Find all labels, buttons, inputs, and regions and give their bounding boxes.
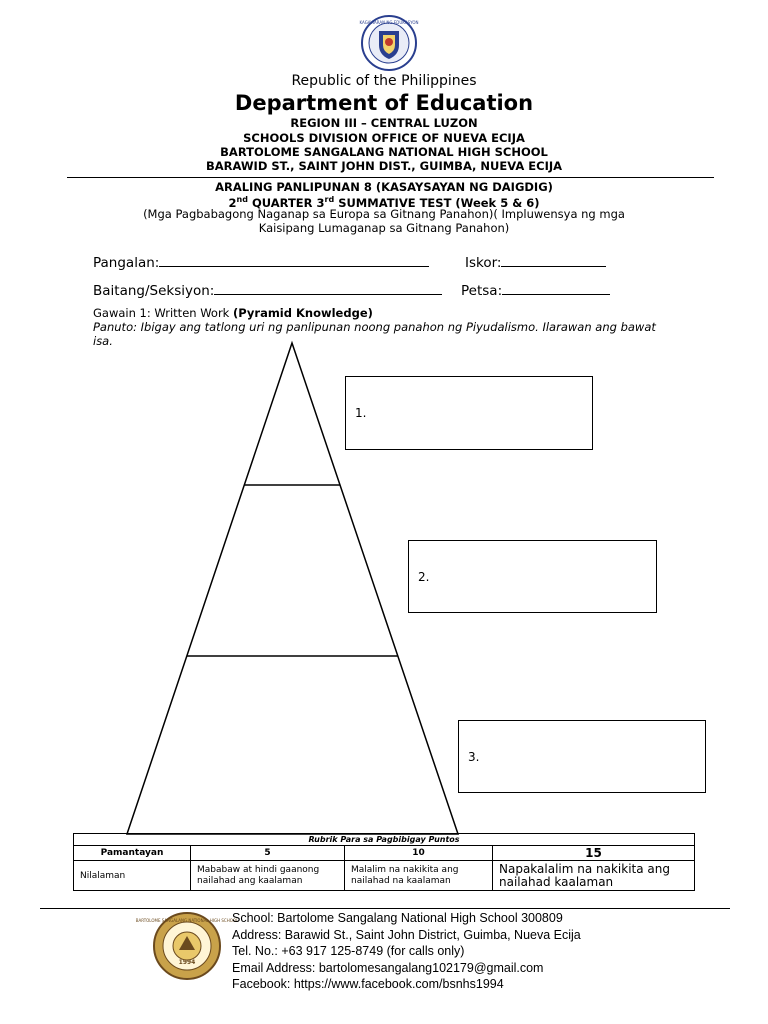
answer-box-2-label: 2. <box>418 569 430 584</box>
answer-box-1-label: 1. <box>355 406 367 420</box>
topics-line-1: (Mga Pagbabagong Naganap sa Europa sa Gitnang Panahon)( Impluwensya ng mga <box>143 207 625 221</box>
rubric-header-5: 5 <box>191 846 345 861</box>
subject-title: ARALING PANLIPUNAN 8 (KASAYSAYAN NG DAIGDIG) <box>215 180 553 194</box>
footer-address: Address: Barawid St., Saint John District, Guimba, Nueva Ecija <box>232 927 581 942</box>
footer-tel: Tel. No.: +63 917 125-8749 (for calls only) <box>232 944 465 958</box>
footer-contact <box>232 910 581 993</box>
grade-section-blank[interactable] <box>214 280 442 295</box>
rubric-cell-15: Napakalalim na nakikita ang nailahad kaalaman <box>493 861 695 891</box>
date-label: Petsa: <box>461 283 503 299</box>
deped-seal-logo <box>361 15 417 71</box>
svg-text:BARTOLOME SANGALANG NATIONAL H: BARTOLOME SANGALANG NATIONAL HIGH SCHOOL <box>135 918 239 923</box>
country-name: Republic of the Philippines <box>291 73 477 89</box>
svg-text:KAGAWARAN NG EDUKASYON: KAGAWARAN NG EDUKASYON <box>359 20 419 25</box>
footer-divider <box>40 908 730 909</box>
date-field[interactable] <box>461 280 610 299</box>
grade-section-label: Baitang/Seksiyon: <box>93 283 215 299</box>
name-field[interactable] <box>93 252 429 271</box>
test-title: 2nd QUARTER 3rd SUMMATIVE TEST (Week 5 & 6) <box>228 195 540 210</box>
footer-facebook[interactable]: Facebook: https://www.facebook.com/bsnhs1994 <box>232 977 504 991</box>
department-name: Department of Education <box>234 91 534 115</box>
task-title: Gawain 1: Written Work (Pyramid Knowledge) <box>93 306 373 320</box>
region-name: REGION III – CENTRAL LUZON <box>290 116 478 130</box>
date-blank[interactable] <box>502 280 610 295</box>
footer-email[interactable]: Email Address: bartolomesangalang102179@gmail.com <box>232 960 544 975</box>
grade-section-field[interactable] <box>93 280 442 299</box>
name-label: Pangalan: <box>93 255 160 271</box>
answer-box-3-label: 3. <box>468 749 480 764</box>
rubric-table <box>73 833 695 891</box>
topics-line-2: Kaisipang Lumaganap sa Gitnang Panahon) <box>258 221 510 235</box>
rubric-cell-10: Malalim na nakikita ang nailahad na kaalaman <box>345 861 493 891</box>
svg-text:1994: 1994 <box>178 959 196 966</box>
name-blank[interactable] <box>159 252 429 267</box>
header-divider <box>67 177 714 178</box>
rubric-criterion-cell: Nilalaman <box>74 861 191 891</box>
score-blank[interactable] <box>501 252 606 267</box>
score-field[interactable] <box>465 252 606 271</box>
school-name: BARTOLOME SANGALANG NATIONAL HIGH SCHOOL <box>220 145 548 159</box>
footer-school: School: Bartolome Sangalang National High School 300809 <box>232 911 563 925</box>
rubric-cell-5: Mababaw at hindi gaanong nailahad ang kaalaman <box>191 861 345 891</box>
score-label: Iskor: <box>465 255 502 271</box>
task-instruction: Panuto: Ibigay ang tatlong uri ng panlipunan noong panahon ng Piyudalismo. Ilarawan ang bawat isa. <box>93 320 656 348</box>
answer-box-3[interactable] <box>458 720 706 793</box>
answer-box-2[interactable] <box>408 540 657 613</box>
school-seal-logo <box>135 912 239 980</box>
rubric-header-15: 15 <box>493 846 695 861</box>
division-name: SCHOOLS DIVISION OFFICE OF NUEVA ECIJA <box>243 131 525 145</box>
rubric-header-10: 10 <box>345 846 493 861</box>
school-address: BARAWID ST., SAINT JOHN DIST., GUIMBA, NUEVA ECIJA <box>205 159 563 173</box>
answer-box-1[interactable] <box>345 376 593 450</box>
rubric-title: Rubrik Para sa Pagbibigay Puntos <box>74 834 695 846</box>
rubric-header-criterion: Pamantayan <box>74 846 191 861</box>
